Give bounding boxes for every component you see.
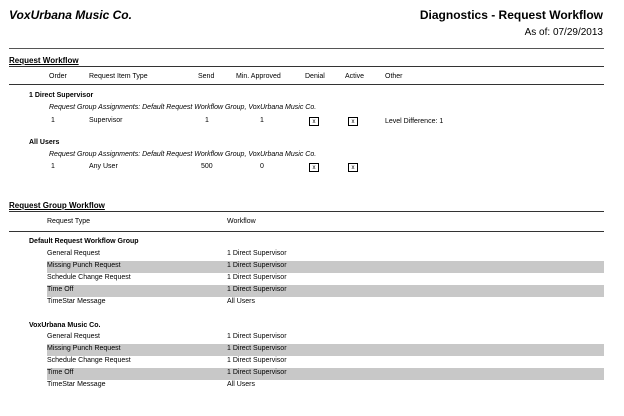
table-row [47,356,604,368]
table-row [47,332,604,344]
col-other: Other [385,73,403,80]
workflow-cell: 1 Direct Supervisor [227,345,287,352]
section-rule [9,66,604,67]
request-type-cell: Schedule Change Request [47,274,131,281]
request-type-cell: TimeStar Message [47,381,106,388]
denial-checkbox[interactable]: x [309,163,319,172]
table-row [47,285,604,297]
workflow-cell: 1 Direct Supervisor [227,369,287,376]
request-group-name: Default Request Workflow Group [29,238,139,245]
col-request-type: Request Type [47,218,91,225]
order-value: 1 [51,117,55,124]
col-workflow: Workflow [227,218,256,225]
col-request-item-type: Request Item Type [89,73,148,80]
table-row [47,297,604,309]
section-title-request-workflow: Request Workflow [9,56,79,65]
workflow-cell: 1 Direct Supervisor [227,262,287,269]
workflow-cell: All Users [227,381,256,388]
other-value: Level Difference: 1 [385,118,444,125]
section-rule [9,211,604,212]
request-type-cell: General Request [47,333,100,340]
request-type-cell: Schedule Change Request [47,357,131,364]
table-row [47,344,604,356]
header-rule [9,84,604,85]
group-assignments: Request Group Assignments: Default Request Workflow Group, VoxUrbana Music Co. [49,104,317,111]
order-value: 1 [51,163,55,170]
as-of-date: As of: 07/29/2013 [524,27,603,38]
send-value: 1 [205,117,209,124]
min-approved-value: 1 [260,117,264,124]
company-name: VoxUrbana Music Co. [9,8,132,22]
request-type-cell: Missing Punch Request [47,345,121,352]
table-row [47,273,604,285]
workflow-cell: 1 Direct Supervisor [227,274,287,281]
active-checkbox[interactable]: x [348,163,358,172]
workflow-cell: 1 Direct Supervisor [227,357,287,364]
header-divider [9,48,604,49]
workflow-group-name: All Users [29,139,60,146]
request-type-cell: TimeStar Message [47,298,106,305]
col-min-approved: Min. Approved [236,73,281,80]
header-rule [9,231,604,232]
report-title: Diagnostics - Request Workflow [419,8,603,22]
denial-checkbox[interactable]: x [309,117,319,126]
request-group-name: VoxUrbana Music Co. [29,322,101,329]
workflow-cell: All Users [227,298,256,305]
workflow-group-name: 1 Direct Supervisor [29,92,94,99]
col-order: Order [49,73,67,80]
active-checkbox[interactable]: x [348,117,358,126]
request-type-cell: Time Off [47,369,74,376]
send-value: 500 [201,163,213,170]
table-row [47,380,604,392]
request-type-cell: Time Off [47,286,74,293]
request-type-cell: Missing Punch Request [47,262,121,269]
request-item-type-value: Supervisor [89,117,123,124]
group-assignments: Request Group Assignments: Default Request Workflow Group, VoxUrbana Music Co. [49,151,317,158]
workflow-cell: 1 Direct Supervisor [227,286,287,293]
table-row [47,261,604,273]
section-title-request-group-workflow: Request Group Workflow [9,201,105,210]
workflow-cell: 1 Direct Supervisor [227,250,287,257]
workflow-cell: 1 Direct Supervisor [227,333,287,340]
col-send: Send [198,73,215,80]
request-type-cell: General Request [47,250,100,257]
min-approved-value: 0 [260,163,264,170]
col-active: Active [345,73,365,80]
table-row [47,249,604,261]
table-row [47,368,604,380]
request-item-type-value: Any User [89,163,118,170]
col-denial: Denial [305,73,325,80]
